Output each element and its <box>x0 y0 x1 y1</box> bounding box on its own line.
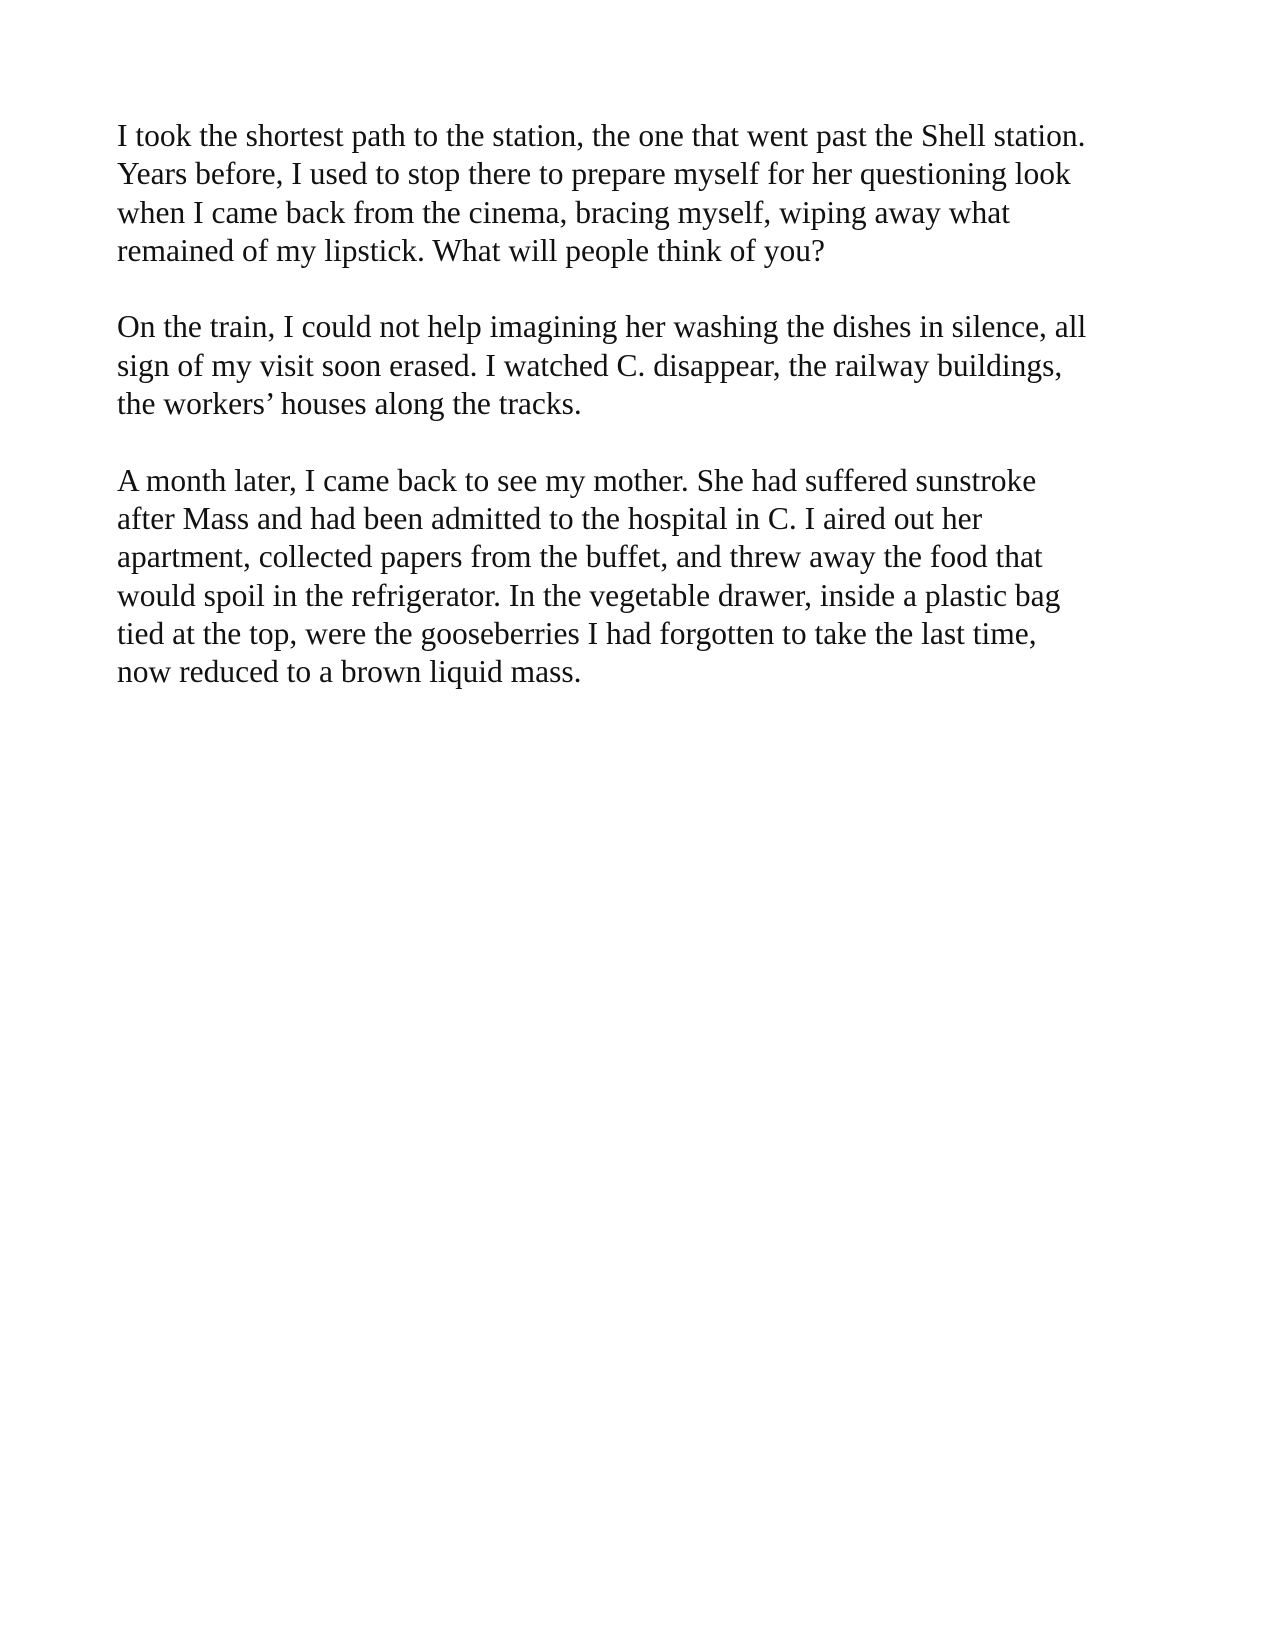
text-line: apartment, collected papers from the buffet, and threw away the food that <box>117 539 1043 575</box>
text-line: On the train, I could not help imagining her washing the dishes in silence, all <box>117 309 1087 345</box>
paragraph-1 <box>117 117 1177 270</box>
text-line: I took the shortest path to the station, the one that went past the Shell station. <box>117 118 1086 153</box>
paragraph-2 <box>117 308 1177 423</box>
text-line: when I came back from the cinema, bracing myself, wiping away what <box>117 194 1011 230</box>
text-line: remained of my lipstick. What will people think of you? <box>117 232 826 268</box>
text-line: after Mass and had been admitted to the hospital in C. I aired out her <box>117 500 983 536</box>
text-line: A month later, I came back to see my mother. She had suffered sunstroke <box>117 462 1037 498</box>
paragraph-3 <box>117 462 1177 692</box>
text-line: the workers’ houses along the tracks. <box>117 386 582 422</box>
text-line: now reduced to a brown liquid mass. <box>117 654 582 690</box>
text-line: sign of my visit soon erased. I watched C. disappear, the railway buildings, <box>117 347 1063 383</box>
text-line: tied at the top, were the gooseberries I had forgotten to take the last time, <box>117 615 1037 651</box>
text-line: Years before, I used to stop there to prepare myself for her questioning look <box>117 156 1071 192</box>
text-line: would spoil in the refrigerator. In the vegetable drawer, inside a plastic bag <box>117 577 1061 613</box>
body-text <box>117 117 1177 730</box>
